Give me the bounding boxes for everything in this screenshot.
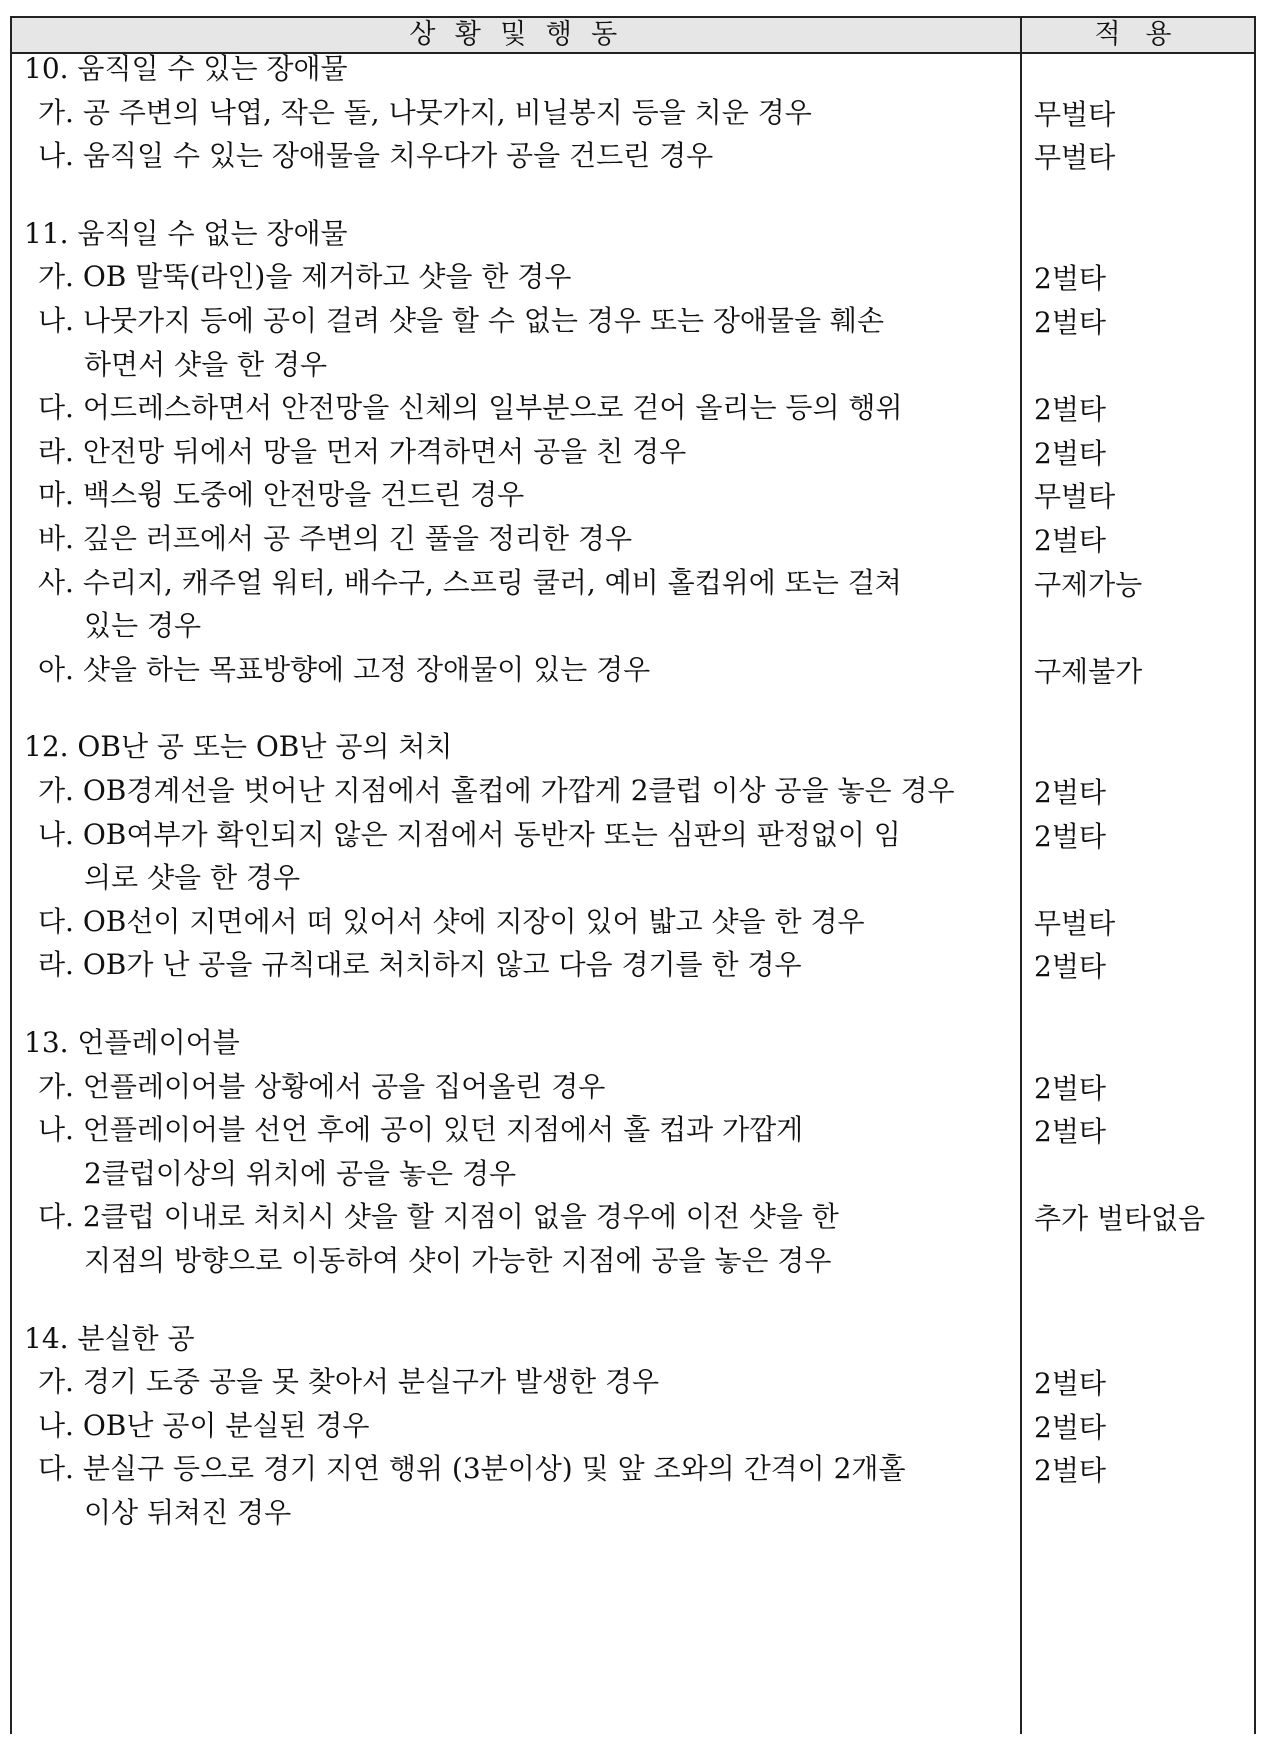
item-result: 2벌타 [1034, 1410, 1106, 1444]
item-text: 가. 경기 도중 공을 못 찾아서 분실구가 발생한 경우 [38, 1365, 660, 1399]
column-divider [1020, 18, 1022, 1734]
section-title: 13. 언플레이어블 [24, 1026, 240, 1059]
item-text: 사. 수리지, 캐주얼 워터, 배수구, 스프링 쿨러, 예비 홀컵위에 또는 걸쳐 [38, 565, 902, 599]
section-title: 14. 분실한 공 [24, 1321, 195, 1355]
item-text: 가. 언플레이어블 상황에서 공을 집어올린 경우 [38, 1069, 606, 1103]
item-text: 나. 언플레이어블 선언 후에 공이 있던 지점에서 홀 컵과 가깝게 [38, 1113, 804, 1147]
item-result: 추가 벌타없음 [1034, 1202, 1206, 1236]
item-result: 2벌타 [1034, 262, 1106, 296]
item-text: 나. 움직일 수 있는 장애물을 치우다가 공을 건드린 경우 [38, 139, 714, 173]
item-text: 다. 어드레스하면서 안전망을 신체의 일부분으로 걷어 올리는 등의 행위 [38, 391, 903, 425]
item-result: 2벌타 [1034, 1454, 1106, 1488]
item-text: 가. OB경계선을 벗어난 지점에서 홀컵에 가깝게 2클럽 이상 공을 놓은 경우 [38, 774, 955, 807]
section-title: 12. OB난 공 또는 OB난 공의 처치 [24, 730, 453, 764]
item-result: 무벌타 [1034, 906, 1116, 940]
item-text-continuation: 지점의 방향으로 이동하여 샷이 가능한 지점에 공을 놓은 경우 [84, 1244, 832, 1277]
item-result: 무벌타 [1034, 97, 1116, 131]
item-result: 2벌타 [1034, 1367, 1106, 1401]
item-text-continuation: 이상 뒤쳐진 경우 [84, 1496, 292, 1529]
item-result: 구제불가 [1034, 654, 1143, 688]
item-text-continuation: 의로 샷을 한 경우 [84, 861, 301, 895]
item-result: 2벌타 [1034, 306, 1106, 339]
item-result: 구제가능 [1034, 567, 1143, 601]
item-text: 아. 샷을 하는 목표방향에 고정 장애물이 있는 경우 [38, 652, 651, 686]
item-result: 2벌타 [1034, 950, 1106, 984]
item-result: 무벌타 [1034, 480, 1116, 514]
item-text: 라. 안전망 뒤에서 망을 먼저 가격하면서 공을 친 경우 [38, 434, 687, 468]
item-text: 라. OB가 난 공을 규칙대로 처치하지 않고 다음 경기를 한 경우 [38, 948, 802, 982]
item-text-continuation: 2클럽이상의 위치에 공을 놓은 경우 [84, 1156, 517, 1190]
item-text: 나. OB난 공이 분실된 경우 [38, 1408, 370, 1442]
item-result: 2벌타 [1034, 1071, 1106, 1105]
header-situation: 상 황 및 행 동 [409, 19, 623, 50]
item-text-continuation: 있는 경우 [84, 609, 202, 643]
item-text: 가. OB 말뚝(라인)을 제거하고 샷을 한 경우 [38, 260, 572, 294]
rules-table [10, 16, 1256, 1734]
section-title: 11. 움직일 수 없는 장애물 [24, 216, 348, 250]
item-text: 바. 깊은 러프에서 공 주변의 긴 풀을 정리한 경우 [38, 522, 633, 555]
item-result: 무벌타 [1034, 141, 1116, 175]
item-result: 2벌타 [1034, 393, 1106, 427]
item-text-continuation: 하면서 샷을 한 경우 [84, 347, 328, 381]
item-result: 2벌타 [1034, 819, 1106, 853]
item-text: 가. 공 주변의 낙엽, 작은 돌, 나뭇가지, 비닐봉지 등을 치운 경우 [38, 95, 812, 129]
item-result: 2벌타 [1034, 436, 1106, 470]
header-apply: 적 용 [1094, 19, 1180, 50]
item-text: 마. 백스윙 도중에 안전망을 건드린 경우 [38, 478, 525, 512]
item-result: 2벌타 [1034, 776, 1106, 809]
item-text: 다. 2클럽 이내로 처치시 샷을 할 지점이 없을 경우에 이전 샷을 한 [38, 1200, 839, 1234]
item-text: 다. OB선이 지면에서 떠 있어서 샷에 지장이 있어 밟고 샷을 한 경우 [38, 904, 865, 938]
item-result: 2벌타 [1034, 1115, 1106, 1149]
item-text: 나. OB여부가 확인되지 않은 지점에서 동반자 또는 심판의 판정없이 임 [38, 817, 901, 851]
item-text: 다. 분실구 등으로 경기 지연 행위 (3분이상) 및 앞 조와의 간격이 2개홀 [38, 1452, 906, 1486]
item-result: 2벌타 [1034, 524, 1106, 557]
section-title: 10. 움직일 수 있는 장애물 [24, 52, 348, 85]
item-text: 나. 나뭇가지 등에 공이 걸려 샷을 할 수 없는 경우 또는 장애물을 훼손 [38, 304, 885, 337]
